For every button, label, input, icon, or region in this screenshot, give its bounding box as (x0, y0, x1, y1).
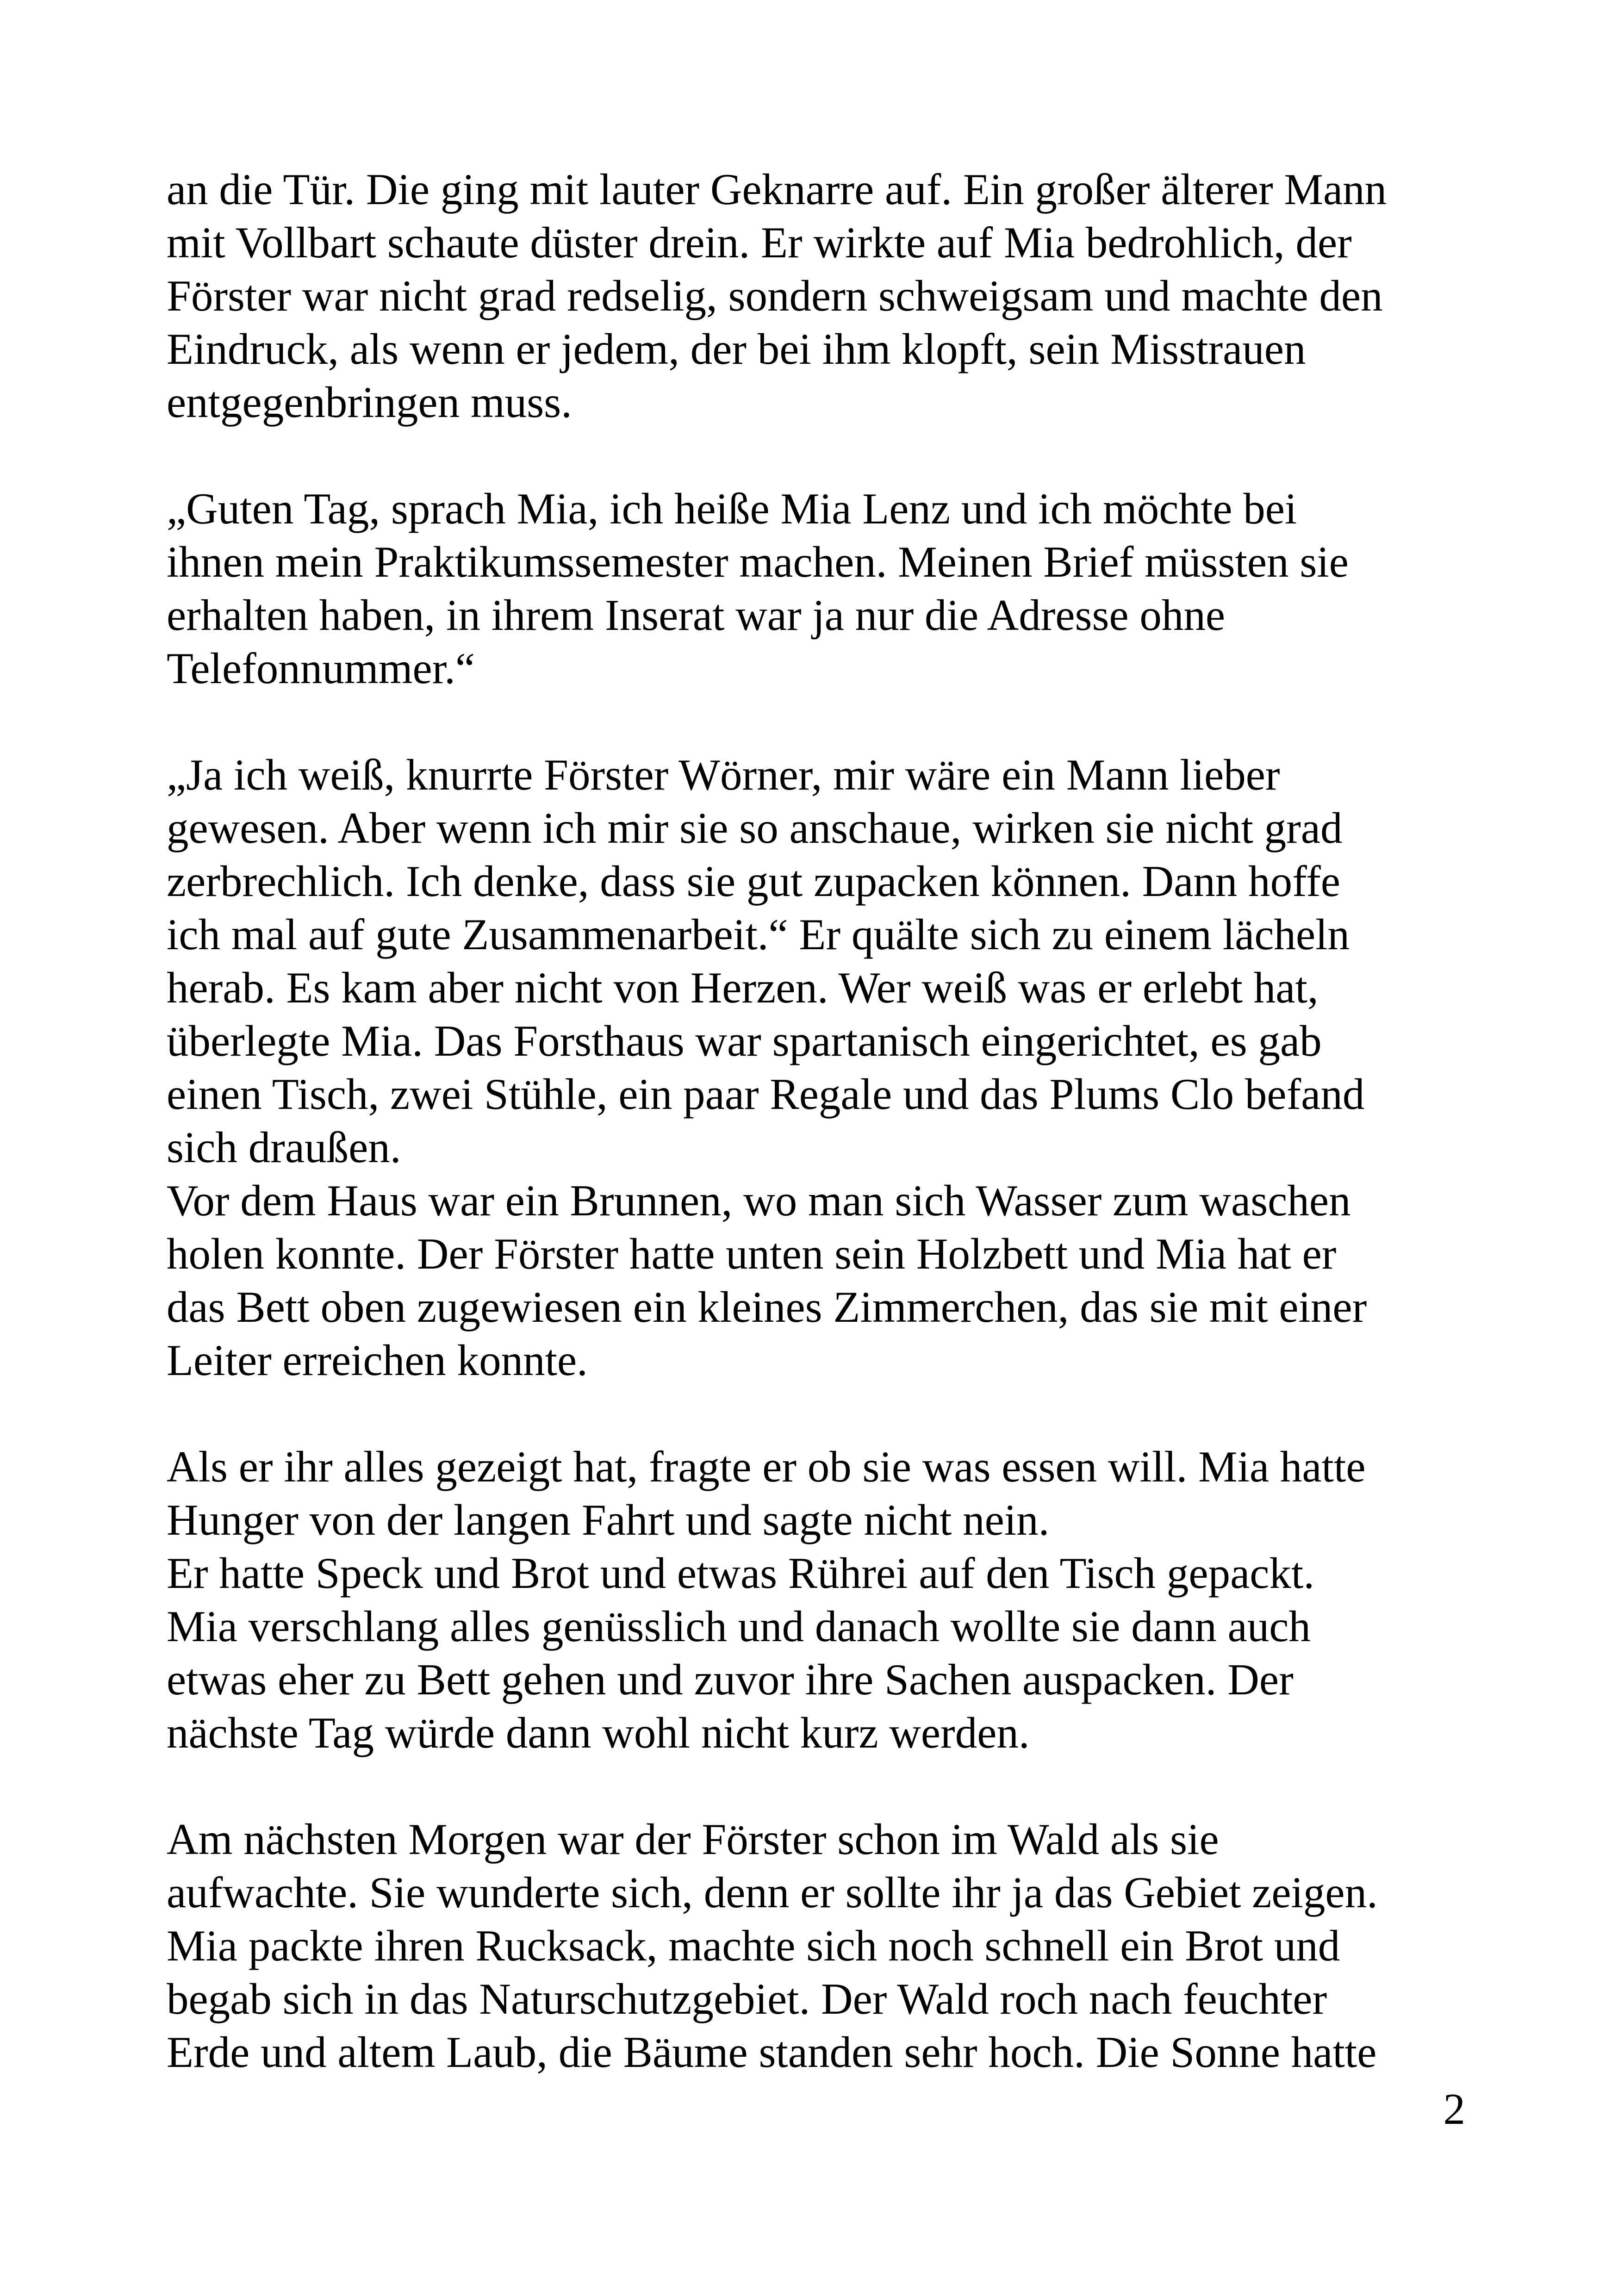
text-line: „Ja ich weiß, knurrte Förster Wörner, mir wäre ein Mann lieber (167, 750, 1280, 799)
text-line: das Bett oben zugewiesen ein kleines Zimmerchen, das sie mit einer (167, 1282, 1367, 1332)
text-line: mit Vollbart schaute düster drein. Er wirkte auf Mia bedrohlich, der (167, 218, 1352, 267)
paragraph-5 (167, 1440, 1462, 1547)
text-line: zerbrechlich. Ich denke, dass sie gut zupacken können. Dann hoffe (167, 857, 1340, 906)
text-line: Mia packte ihren Rucksack, machte sich noch schnell ein Brot und (167, 1921, 1340, 1970)
text-line: etwas eher zu Bett gehen und zuvor ihre Sachen auspacken. Der (167, 1655, 1294, 1704)
text-line: begab sich in das Naturschutzgebiet. Der Wald roch nach feuchter (167, 1974, 1327, 2023)
text-body (167, 163, 1462, 2079)
text-line: entgegenbringen muss. (167, 378, 572, 427)
text-line: überlegte Mia. Das Forsthaus war spartanisch eingerichtet, es gab (167, 1016, 1322, 1065)
text-line: „Guten Tag, sprach Mia, ich heiße Mia Lenz und ich möchte bei (167, 484, 1297, 533)
paragraph-6 (167, 1547, 1462, 1760)
text-line: aufwachte. Sie wunderte sich, denn er sollte ihr ja das Gebiet zeigen. (167, 1868, 1378, 1917)
paragraph-2 (167, 482, 1462, 695)
text-line: Mia verschlang alles genüsslich und danach wollte sie dann auch (167, 1602, 1311, 1651)
text-line: ihnen mein Praktikumssemester machen. Meinen Brief müssten sie (167, 537, 1349, 586)
text-line: erhalten haben, in ihrem Inserat war ja nur die Adresse ohne (167, 591, 1226, 640)
text-line: an die Tür. Die ging mit lauter Geknarre auf. Ein großer älterer Mann (167, 165, 1387, 214)
paragraph-7 (167, 1813, 1462, 2079)
paragraph-4 (167, 1174, 1462, 1387)
text-line: herab. Es kam aber nicht von Herzen. Wer weiß was er erlebt hat, (167, 963, 1319, 1012)
text-line: holen konnte. Der Förster hatte unten sein Holzbett und Mia hat er (167, 1229, 1337, 1278)
page-number: 2 (1443, 2084, 1465, 2134)
text-line: Erde und altem Laub, die Bäume standen sehr hoch. Die Sonne hatte (167, 2028, 1377, 2077)
text-line: Vor dem Haus war ein Brunnen, wo man sich Wasser zum waschen (167, 1176, 1351, 1225)
paragraph-1 (167, 163, 1462, 429)
text-line: Er hatte Speck und Brot und etwas Rührei auf den Tisch gepackt. (167, 1549, 1315, 1598)
text-line: Förster war nicht grad redselig, sondern schweigsam und machte den (167, 271, 1383, 320)
text-line: Als er ihr alles gezeigt hat, fragte er ob sie was essen will. Mia hatte (167, 1442, 1366, 1491)
text-line: Eindruck, als wenn er jedem, der bei ihm klopft, sein Misstrauen (167, 324, 1306, 373)
text-line: Telefonnummer.“ (167, 644, 475, 693)
text-line: Leiter erreichen konnte. (167, 1336, 588, 1385)
paragraph-3 (167, 748, 1462, 1174)
text-line: Am nächsten Morgen war der Förster schon im Wald als sie (167, 1815, 1219, 1864)
text-line: ich mal auf gute Zusammenarbeit.“ Er quälte sich zu einem lächeln (167, 910, 1350, 959)
text-line: sich draußen. (167, 1123, 401, 1172)
text-line: Hunger von der langen Fahrt und sagte nicht nein. (167, 1495, 1050, 1544)
text-line: gewesen. Aber wenn ich mir sie so anschaue, wirken sie nicht grad (167, 803, 1343, 852)
text-line: nächste Tag würde dann wohl nicht kurz werden. (167, 1708, 1030, 1757)
text-line: einen Tisch, zwei Stühle, ein paar Regale und das Plums Clo befand (167, 1070, 1365, 1119)
